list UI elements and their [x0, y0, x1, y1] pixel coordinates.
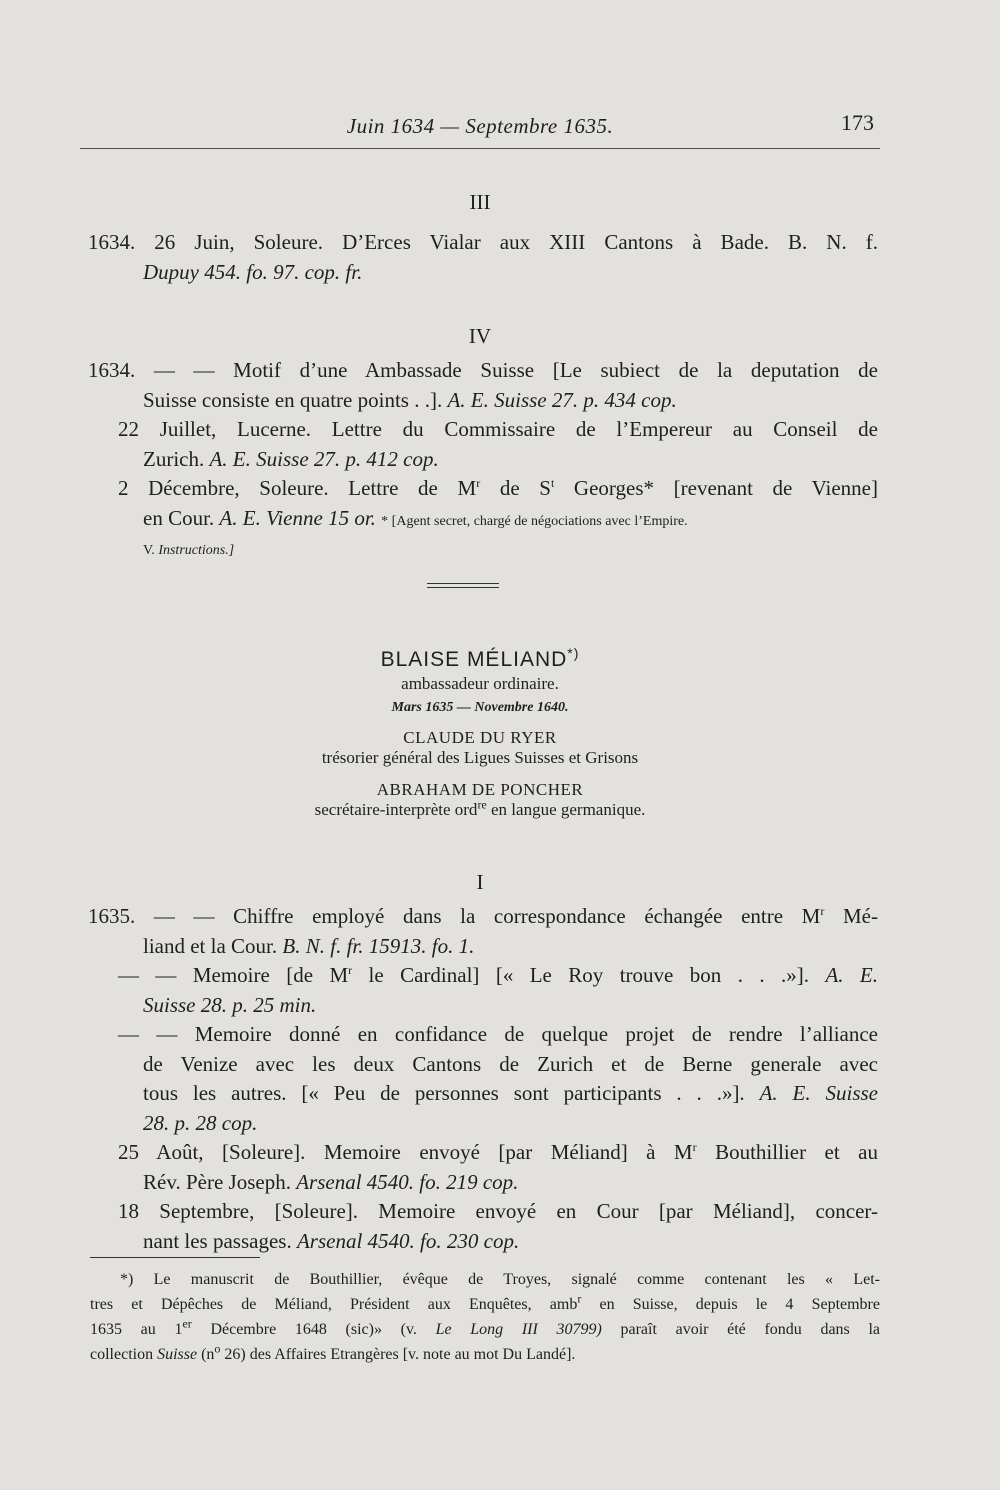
role-text: secrétaire-interprète ord [314, 800, 478, 819]
entry-text: — — Memoire [de M [118, 963, 349, 987]
entry-line [88, 536, 878, 566]
footnote-text: en Suisse, depuis le 4 Septembre [581, 1296, 880, 1313]
entry-line [88, 932, 878, 962]
entry-text: en Cour. [143, 505, 215, 530]
reference-text: Arsenal 4540. fo. 219 cop. [296, 1169, 519, 1194]
interpreter-name: ABRAHAM DE PONCHER [376, 780, 584, 799]
section-iv-entries [88, 356, 878, 566]
ambassador-dates: Mars 1635 — Novembre 1640. [391, 700, 569, 715]
entry-text: Mé- [824, 904, 878, 928]
reference-text: Suisse 28. p. 25 min. [143, 992, 317, 1017]
role-text: en langue germanique. [486, 800, 646, 819]
reference-text: Suisse [157, 1346, 198, 1363]
superscript: r [476, 476, 481, 490]
footnote-text: Décembre 1648 (sic)» (v. [191, 1321, 417, 1338]
entry-line: 22 Juillet, Lucerne. Lettre du Commissaire de l’Empereur au Conseil de [118, 417, 878, 441]
entry-line [88, 1227, 878, 1257]
footnote-text: paraît avoir été fondu dans la [601, 1321, 880, 1338]
reference-text: B. N. f. fr. 15913. fo. 1. [282, 933, 475, 958]
section-i-entries [88, 902, 878, 1256]
entry-line [88, 1138, 878, 1168]
section-numeral-iii: III [469, 190, 491, 214]
entry-text: le Cardinal] [« Le Roy trouve bon . . .»]. [352, 963, 810, 987]
footnote-marker: *) [567, 645, 580, 661]
footnote-line [90, 1292, 880, 1317]
entry-line [88, 961, 878, 991]
superscript: r [692, 1140, 697, 1154]
entry-line: 1634. — — Motif d’une Ambassade Suisse [Le subiect de la deputation de [88, 358, 878, 382]
superscript: o [214, 1342, 221, 1356]
ambassador-header [80, 645, 880, 820]
entry-line [88, 1109, 878, 1139]
section-numeral-i: I [476, 870, 484, 894]
entry-text: 1635. — — Chiffre employé dans la correspondance échangée entre M [88, 904, 821, 928]
treasurer-name: CLAUDE DU RYER [403, 728, 557, 747]
entry-text: liand et la Cour. [143, 933, 278, 958]
running-title: Juin 1634 — Septembre 1635. [346, 114, 614, 138]
footnote-line [90, 1342, 880, 1367]
entry-line [88, 386, 878, 416]
entry-text: tous les autres. [« Peu de personnes sont participants . . .»]. [143, 1081, 745, 1105]
entry-line [88, 1168, 878, 1198]
running-head [80, 110, 880, 149]
superscript: r [577, 1292, 582, 1306]
treasurer-role: trésorier général des Ligues Suisses et Grisons [321, 748, 639, 767]
entry-text: Rév. Père Joseph. [143, 1169, 291, 1194]
entry-line [88, 504, 878, 537]
entry-text: nant les passages. [143, 1228, 292, 1253]
entry-text: 25 Août, [Soleure]. Memoire envoyé [par Méliand] à M [118, 1140, 693, 1164]
reference-text: Dupuy 454. fo. 97. cop. fr. [143, 259, 363, 284]
reference-text: Le Long III 30799) [435, 1321, 602, 1338]
entry-line: de Venize avec les deux Cantons de Zurich et de Berne generale avec [143, 1051, 878, 1076]
entry-line: 18 Septembre, [Soleure]. Memoire envoyé en Cour [par Méliand], concer- [118, 1199, 878, 1223]
footnote-text: (n [197, 1346, 215, 1363]
page-number: 173 [841, 110, 874, 135]
ambassador-name [80, 645, 880, 672]
footnote-text: tres et Dépêches de Méliand, Président aux Enquêtes, amb [90, 1296, 578, 1313]
section-numeral-iv: IV [468, 324, 492, 348]
superscript: er [182, 1317, 192, 1331]
entry-text: V. [143, 543, 155, 558]
entry-text: Zurich. [143, 446, 205, 471]
section-divider [427, 583, 499, 591]
footnote [90, 1267, 880, 1367]
ambassador-title: ambassadeur ordinaire. [401, 674, 559, 693]
reference-text: A. E. [825, 963, 878, 987]
entry-line [88, 991, 878, 1021]
entry-line [88, 474, 878, 504]
footnote-rule [90, 1257, 260, 1258]
inline-note: * [Agent secret, chargé de négociations avec l’Empire. [381, 513, 688, 529]
footnote-text: 1635 au 1 [90, 1321, 183, 1338]
entry-line [88, 445, 878, 475]
reference-text: A. E. Suisse 27. p. 434 cop. [447, 387, 677, 412]
entry-line: 1634. 26 Juin, Soleure. D’Erces Vialar aux XIII Cantons à Bade. B. N. f. [88, 230, 878, 254]
entry-text: Bouthillier et au [696, 1140, 878, 1164]
footnote-text: collection [90, 1346, 154, 1363]
entry-line [88, 902, 878, 932]
reference-text: Arsenal 4540. fo. 230 cop. [296, 1228, 520, 1253]
entry-line: — — Memoire donné en confidance de quelque projet de rendre l’alliance [118, 1022, 878, 1046]
footnote-text: 26) des Affaires Etrangères [v. note au mot Du Landé]. [220, 1346, 576, 1363]
reference-text: A. E. Vienne 15 or. [219, 505, 376, 530]
entry-line [88, 1079, 878, 1109]
footnote-line [90, 1317, 880, 1342]
entry-text: Georges* [revenant de Vienne] [554, 476, 878, 500]
entry-reference [88, 258, 878, 288]
reference-text: A. E. Suisse 27. p. 412 cop. [209, 446, 439, 471]
superscript: re [477, 797, 487, 812]
reference-text: Instructions.] [158, 543, 235, 558]
ambassador-name-text: BLAISE MÉLIAND [380, 648, 568, 671]
superscript: r [348, 963, 353, 977]
reference-text: 28. p. 28 cop. [143, 1110, 258, 1135]
superscript: r [820, 904, 825, 918]
entry-text: de S [480, 476, 551, 500]
section-iii-entry [88, 228, 878, 287]
footnote-line: *) Le manuscrit de Bouthillier, évêque de Troyes, signalé comme contenant les « Let- [120, 1271, 880, 1288]
superscript: t [550, 476, 555, 490]
interpreter-role [80, 797, 880, 820]
entry-text: Suisse consiste en quatre points . .]. [143, 387, 443, 412]
reference-text: A. E. Suisse [759, 1081, 878, 1105]
entry-text: 2 Décembre, Soleure. Lettre de M [118, 476, 477, 500]
